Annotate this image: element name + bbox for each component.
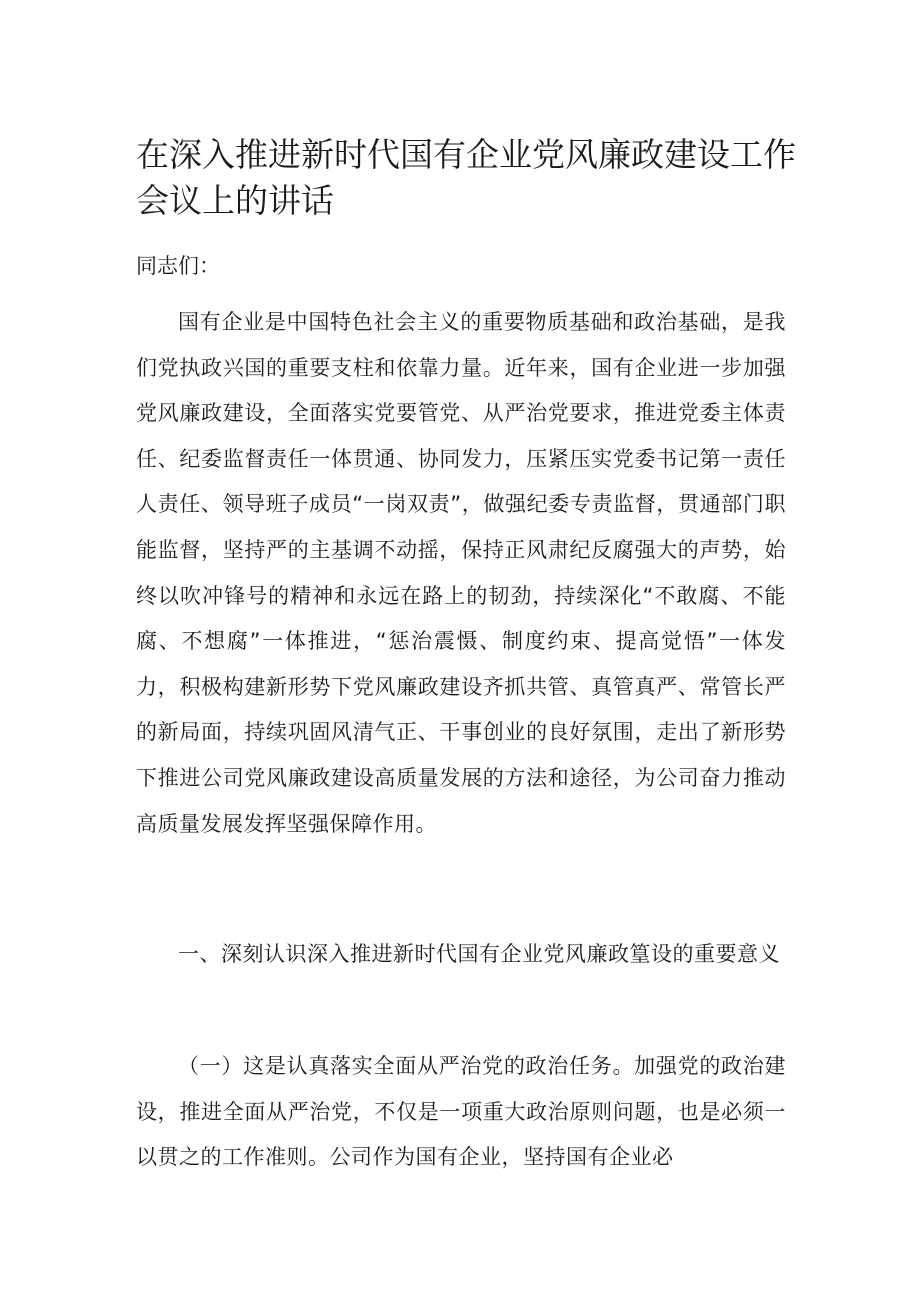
paragraph-subsection-1: （一）这是认真落实全面从严治党的政治任务。加强党的政治建设，推进全面从严治党，不仅是一项重大政治原则问题，也是必须一以贯之的工作准则。公司作为国有企业，坚持国有企业必 bbox=[136, 1054, 786, 1170]
paragraph-intro: 国有企业是中国特色社会主义的重要物质基础和政治基础，是我们党执政兴国的重要支柱和依靠力量。近年来，国有企业进一步加强党风廉政建设，全面落实党要管党、从严治党要求，推进党委主体责任、纪委监督责任一体贯通、协同发力，压紧压实党委书记第一责任人责任、领导班子成员“一岗双责”，做强纪委专责监督，贯通部门职能监督，坚持严的主基调不动摇，保持正风肃纪反腐强大的声势，始终以吹冲锋号的精神和永远在路上的韧劲，持续深化“不敢腐、不能腐、不想腐”一体推进，“惩治震慑、制度约束、提高觉悟”一体发力，积极构建新形势下党风廉政建设齐抓共管、真管真严、常管长严的新局面，持续巩固风清气正、干事创业的良好氛围，走出了新形势下推进公司党风廉政建设高质量发展的方法和途径，为公司奋力推动高质量发展发挥坚强保障作用。 bbox=[136, 310, 786, 836]
greeting: 同志们： bbox=[136, 254, 220, 278]
section-heading-1: 一、深刻认识深入推进新时代国有企业党风廉政篁设的重要意义 bbox=[178, 942, 780, 966]
document-title: 在深入推进新时代国有企业党风廉政建设工作会议上的讲话 bbox=[136, 135, 796, 220]
